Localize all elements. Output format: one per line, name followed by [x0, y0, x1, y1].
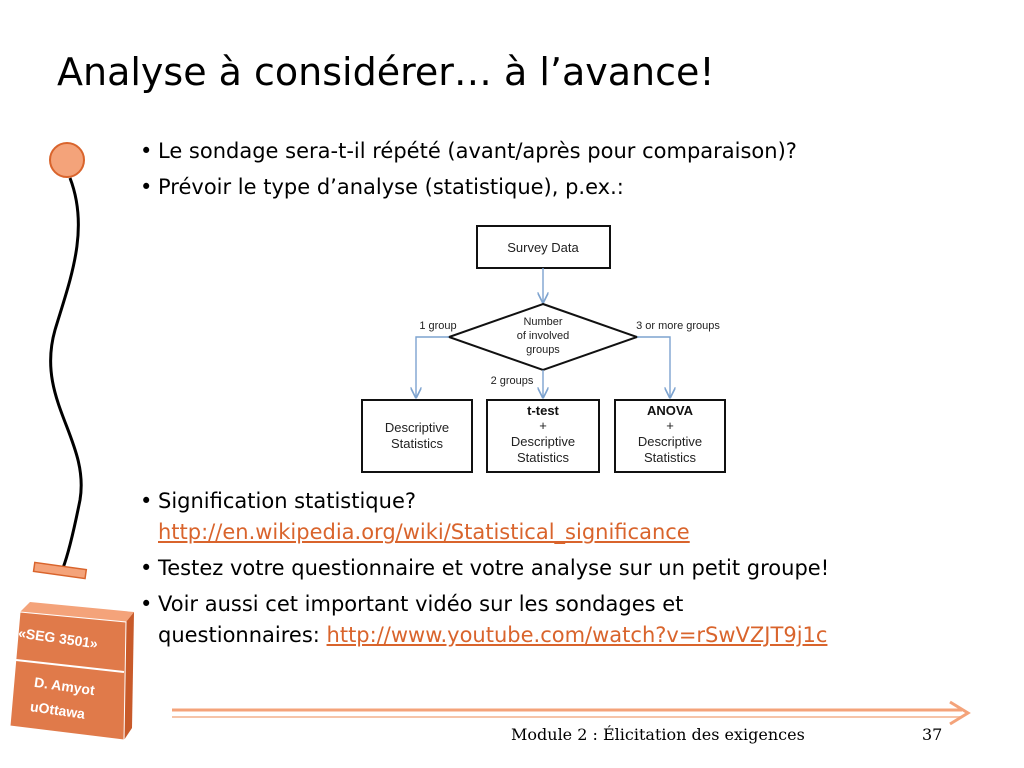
flow-branch-middle: 2 groups: [490, 375, 534, 387]
bullet-glyph: •: [140, 139, 153, 163]
bullet-significance: [140, 486, 1000, 548]
flow-branch-right: 3 or more groups: [636, 320, 720, 332]
analysis-flowchart: [354, 222, 734, 480]
bullet-test-questionnaire: [140, 553, 1000, 584]
bullet-text: Voir aussi cet important vidéo sur les sondages et: [158, 592, 684, 616]
footer-page-number: 37: [922, 725, 943, 744]
footer-arrow-icon: [950, 702, 968, 724]
bullet-glyph: •: [140, 592, 153, 616]
wikipedia-significance-link[interactable]: http://en.wikipedia.org/wiki/Statistical_significance: [158, 520, 690, 544]
badge-university: uOttawa: [29, 698, 87, 722]
bullet-text-continued: questionnaires:: [158, 623, 327, 647]
flow-box-right-line-1: Descriptive: [637, 434, 703, 449]
flow-decision-line-1: Number: [523, 316, 563, 328]
footer-module-title: Module 2 : Élicitation des exigences: [511, 725, 805, 744]
bullet-list-top: [140, 136, 1000, 208]
flow-box-right-line-2: Statistics: [643, 450, 697, 465]
bullet-text: Le sondage sera-t-il répété (avant/après pour comparaison)?: [158, 139, 797, 163]
flow-box-right-plus: +: [666, 418, 674, 433]
badge-author: D. Amyot: [33, 673, 96, 699]
pin-string: [51, 178, 82, 568]
flow-box-middle-title: t-test: [527, 403, 559, 418]
flow-box-left-line-2: Statistics: [390, 436, 444, 451]
youtube-video-link[interactable]: http://www.youtube.com/watch?v=rSwVZJT9j1c: [326, 623, 828, 647]
flow-box-middle-line-2: Statistics: [516, 450, 570, 465]
pin-head-icon: [50, 143, 84, 177]
flow-decision-line-2: of involved: [516, 330, 570, 342]
flow-decision-line-3: groups: [526, 344, 560, 356]
pin-base: [34, 562, 87, 578]
badge-cube-icon: [6, 600, 140, 742]
flow-box-middle-plus: +: [539, 418, 547, 433]
bullet-repeat-survey: [140, 136, 1000, 167]
slide-title: Analyse à considérer… à l’avance!: [57, 50, 715, 94]
bullet-analysis-type: [140, 172, 1000, 203]
course-badge: [6, 600, 140, 742]
bullet-text: Testez votre questionnaire et votre analyse sur un petit groupe!: [158, 556, 830, 580]
bullet-glyph: •: [140, 489, 153, 513]
flow-box-right-title: ANOVA: [647, 403, 693, 418]
flow-branch-left: 1 group: [419, 320, 457, 332]
flow-box-left-line-1: Descriptive: [384, 420, 450, 435]
bullet-glyph: •: [140, 175, 153, 199]
bullet-glyph: •: [140, 556, 153, 580]
bullet-text: Signification statistique?: [158, 489, 417, 513]
bullet-list-bottom: [140, 486, 1000, 656]
flow-box-middle-line-1: Descriptive: [510, 434, 576, 449]
bullet-video: [140, 589, 1000, 651]
badge-course: «SEG 3501»: [17, 624, 99, 652]
flow-start-label: Survey Data: [507, 240, 579, 255]
bullet-text: Prévoir le type d’analyse (statistique), p.ex.:: [158, 175, 624, 199]
